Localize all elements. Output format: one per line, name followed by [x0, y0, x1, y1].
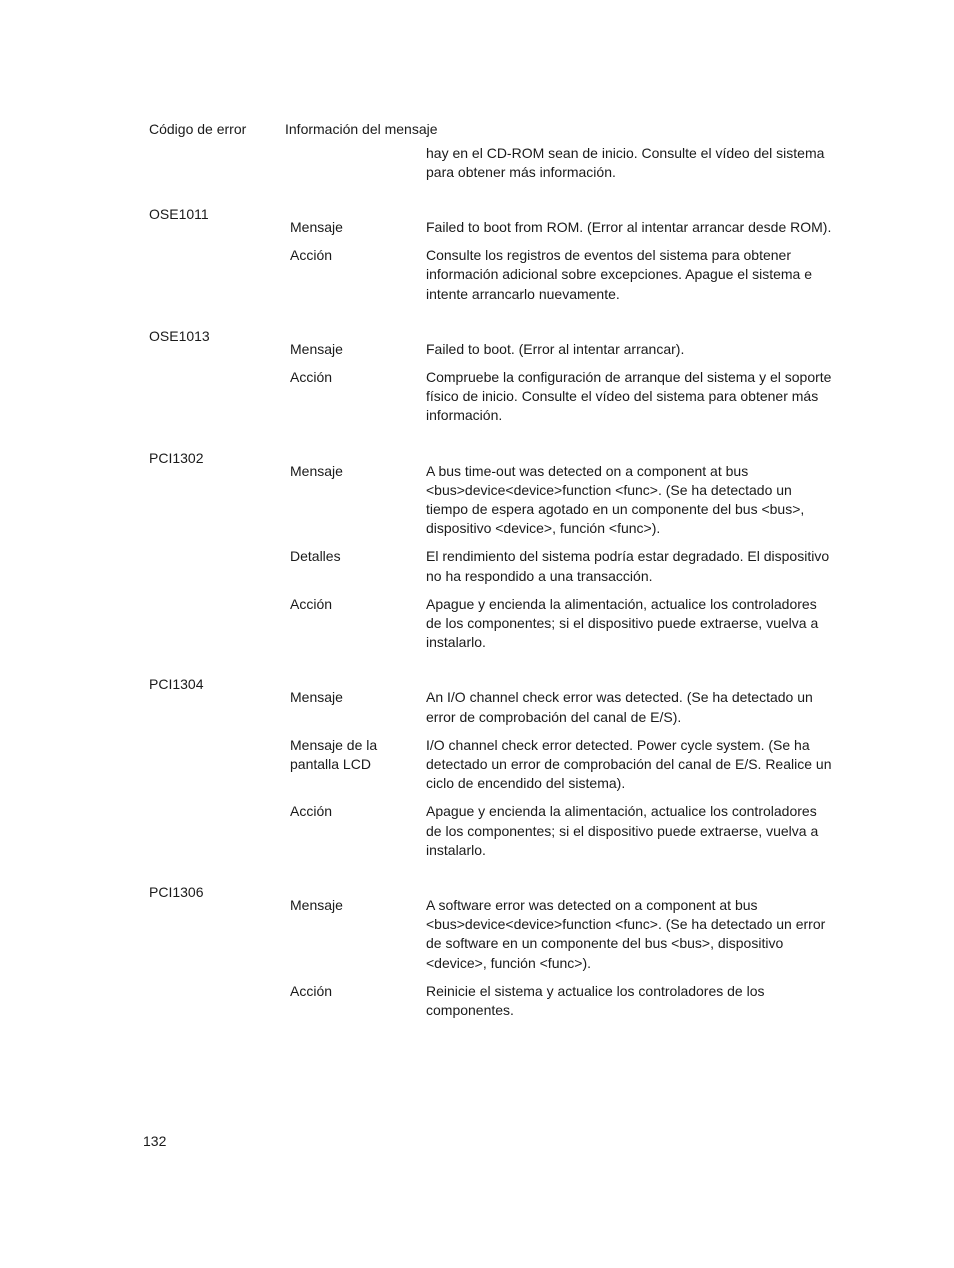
page-number: 132 — [143, 1133, 167, 1149]
row-text: Failed to boot from ROM. (Error al intentar arrancar desde ROM). — [426, 219, 832, 235]
error-entries — [0, 205, 954, 1029]
row-text: A bus time-out was detected on a component at bus <bus>device<device>function <func>. (Se ha detectado un tiempo de espera agotado en un componente del bus <bus>, dispositivo <device>, función <func>). — [426, 462, 805, 537]
error-code: OSE1011 — [149, 206, 209, 222]
entry-row — [0, 736, 954, 794]
error-entry — [0, 327, 954, 426]
entry-row — [0, 802, 954, 860]
entry-row — [0, 595, 954, 653]
error-code: PCI1306 — [149, 884, 204, 901]
row-label: Mensaje — [290, 219, 343, 235]
row-text: Consulte los registros de eventos del sistema para obtener información adicional sobre excepciones. Apague el sistema e intente arrancarlo nuevamente. — [426, 247, 813, 302]
row-text: An I/O channel check error was detected. (Se ha detectado un error de comprobación del canal de E/S). — [426, 689, 813, 725]
row-label: Mensaje — [290, 462, 343, 479]
row-text: Reinicie el sistema y actualice los controladores de los componentes. — [426, 982, 765, 1019]
entry-row — [0, 462, 954, 539]
error-entry — [0, 675, 954, 860]
entry-row — [0, 368, 954, 426]
row-label: Mensaje — [290, 340, 343, 357]
error-entry — [0, 205, 954, 304]
entry-row — [0, 688, 954, 726]
row-label: Acción — [290, 803, 333, 820]
error-entry — [0, 449, 954, 653]
row-text: A software error was detected on a component at bus <bus>device<device>function <func>. (Se ha detectado un error de software en un componente del bus <bus>, dispositivo <device>, función <func>). — [426, 897, 826, 971]
entry-row — [0, 340, 954, 359]
entry-row — [0, 547, 954, 585]
error-entry — [0, 883, 954, 1020]
entry-row — [0, 896, 954, 973]
error-code: OSE1013 — [149, 327, 210, 344]
row-label: Acción — [290, 595, 333, 612]
row-text: Failed to boot. (Error al intentar arrancar). — [426, 340, 685, 357]
error-code: PCI1302 — [149, 449, 204, 466]
row-label: Mensaje de la pantalla LCD — [290, 736, 378, 773]
row-label: Mensaje — [290, 897, 343, 914]
row-label: Acción — [290, 247, 333, 264]
row-label: Detalles — [290, 548, 341, 565]
row-label: Acción — [290, 982, 333, 999]
error-code: PCI1304 — [149, 676, 204, 693]
row-text: I/O channel check error detected. Power cycle system. (Se ha detectado un error de comprobación del canal de E/S. Realice un ciclo de encendido del sistema). — [426, 736, 832, 792]
row-text: Apague y encienda la alimentación, actualice los controladores de los componentes; si el dispositivo puede extraerse, vuelva a instalarlo. — [426, 595, 819, 651]
entry-row — [0, 982, 954, 1020]
row-text: El rendimiento del sistema podría estar degradado. El dispositivo no ha respondido a una transacción. — [426, 548, 830, 584]
entry-row — [0, 218, 954, 237]
row-label: Mensaje — [290, 689, 343, 706]
row-text: Compruebe la configuración de arranque del sistema y el soporte físico de inicio. Consulte el vídeo del sistema para obtener más información. — [426, 369, 832, 424]
row-text: Apague y encienda la alimentación, actualice los controladores de los componentes; si el dispositivo puede extraerse, vuelva a instalarlo. — [426, 803, 819, 858]
column-header-info: Información del mensaje — [285, 121, 438, 137]
continued-text: hay en el CD-ROM sean de inicio. Consulte el vídeo del sistema para obtener más información. — [426, 145, 825, 181]
row-label: Acción — [290, 369, 333, 386]
column-header-code: Código de error — [149, 121, 247, 137]
entry-row — [0, 246, 954, 304]
